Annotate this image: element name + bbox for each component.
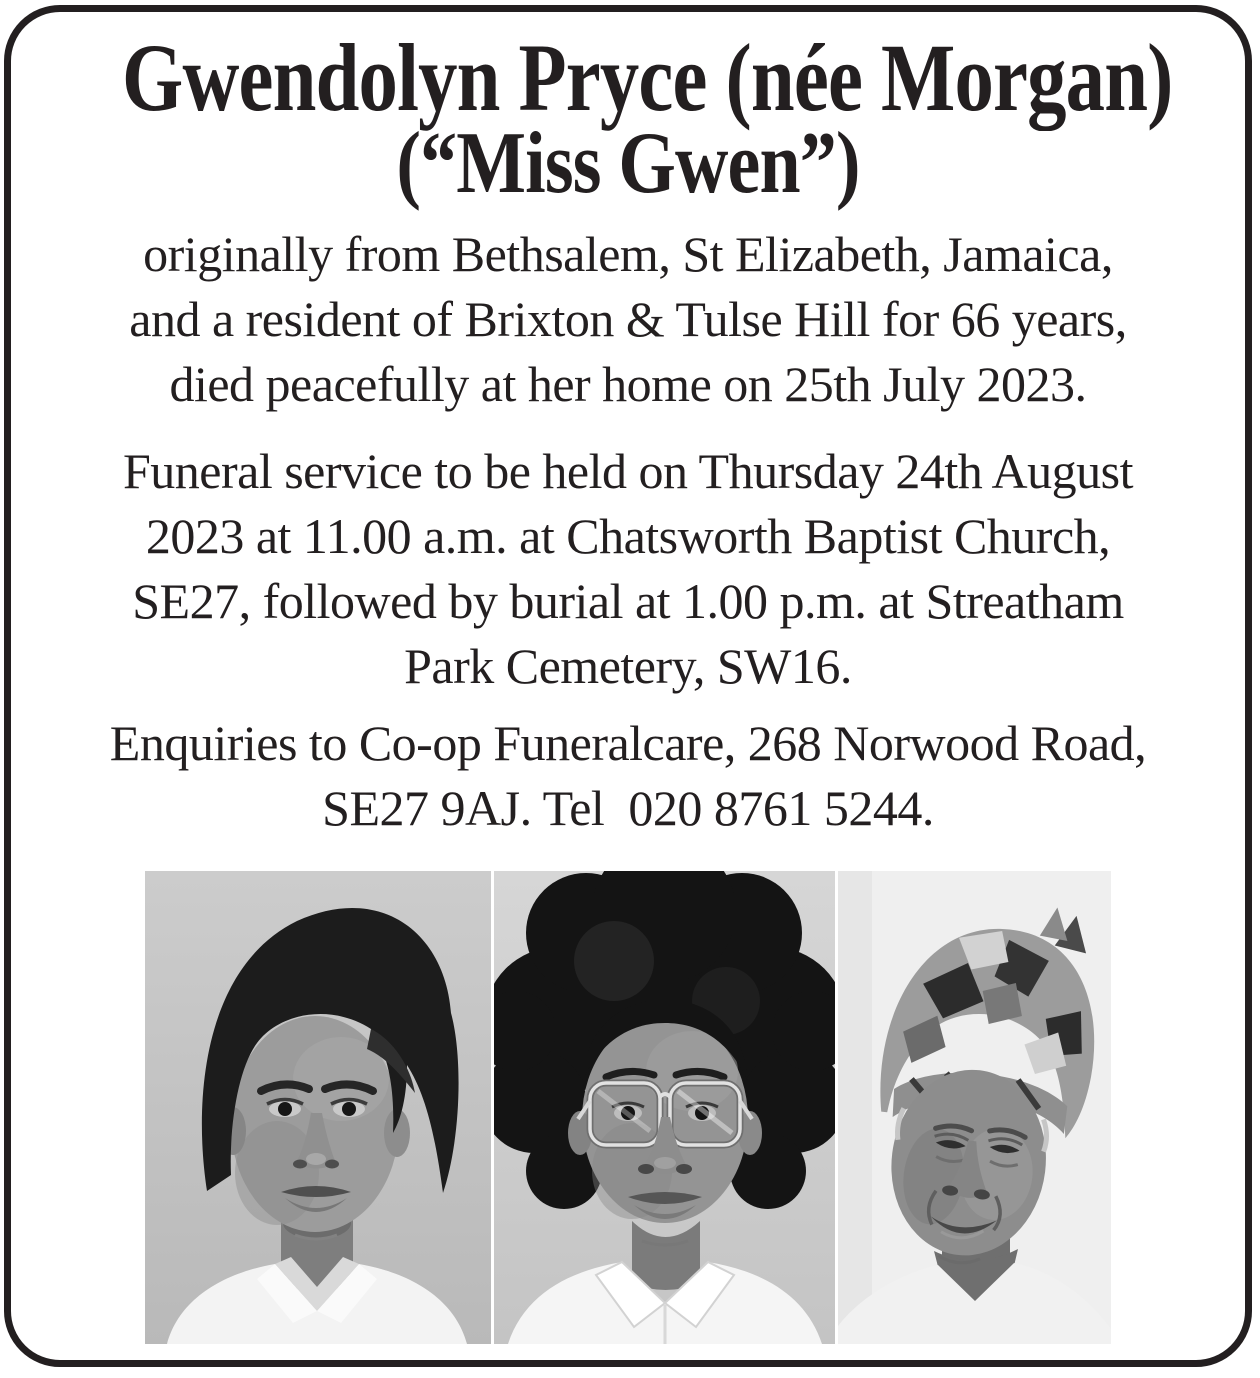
- text-line: SE27 9AJ. Tel 020 8761 5244.: [322, 779, 934, 836]
- text-line: died peacefully at her home on 25th July 2023.: [169, 355, 1087, 412]
- portrait-young-photo: [145, 871, 491, 1344]
- text-line: Park Cemetery, SW16.: [404, 637, 852, 694]
- text-line: and a resident of Brixton & Tulse Hill for 66 years,: [129, 290, 1127, 347]
- portrait-later-years-photo: [838, 871, 1111, 1344]
- portrait-middle-years-image: [494, 871, 835, 1344]
- portrait-middle-years-photo: [494, 871, 835, 1344]
- deceased-name-title: Gwendolyn Pryce (née Morgan): [122, 24, 1173, 131]
- obituary-notice-card: [4, 5, 1252, 1367]
- photo-strip: [11, 871, 1245, 1344]
- text-line: originally from Bethsalem, St Elizabeth, Jamaica,: [143, 225, 1113, 282]
- life-summary-paragraph: [11, 222, 1245, 417]
- portrait-later-years-image: [838, 871, 1111, 1344]
- portrait-young-image: [145, 871, 491, 1344]
- text-line: SE27, followed by burial at 1.00 p.m. at Streatham: [132, 572, 1124, 629]
- nickname-subtitle: (“Miss Gwen”): [396, 114, 860, 212]
- text-line: Enquiries to Co-op Funeralcare, 268 Norwood Road,: [109, 714, 1147, 771]
- text-line: Funeral service to be held on Thursday 24th August: [122, 442, 1133, 499]
- text-line: 2023 at 11.00 a.m. at Chatsworth Baptist Church,: [145, 507, 1111, 564]
- funeral-details-paragraph: [11, 439, 1245, 699]
- enquiries-paragraph: [11, 711, 1245, 841]
